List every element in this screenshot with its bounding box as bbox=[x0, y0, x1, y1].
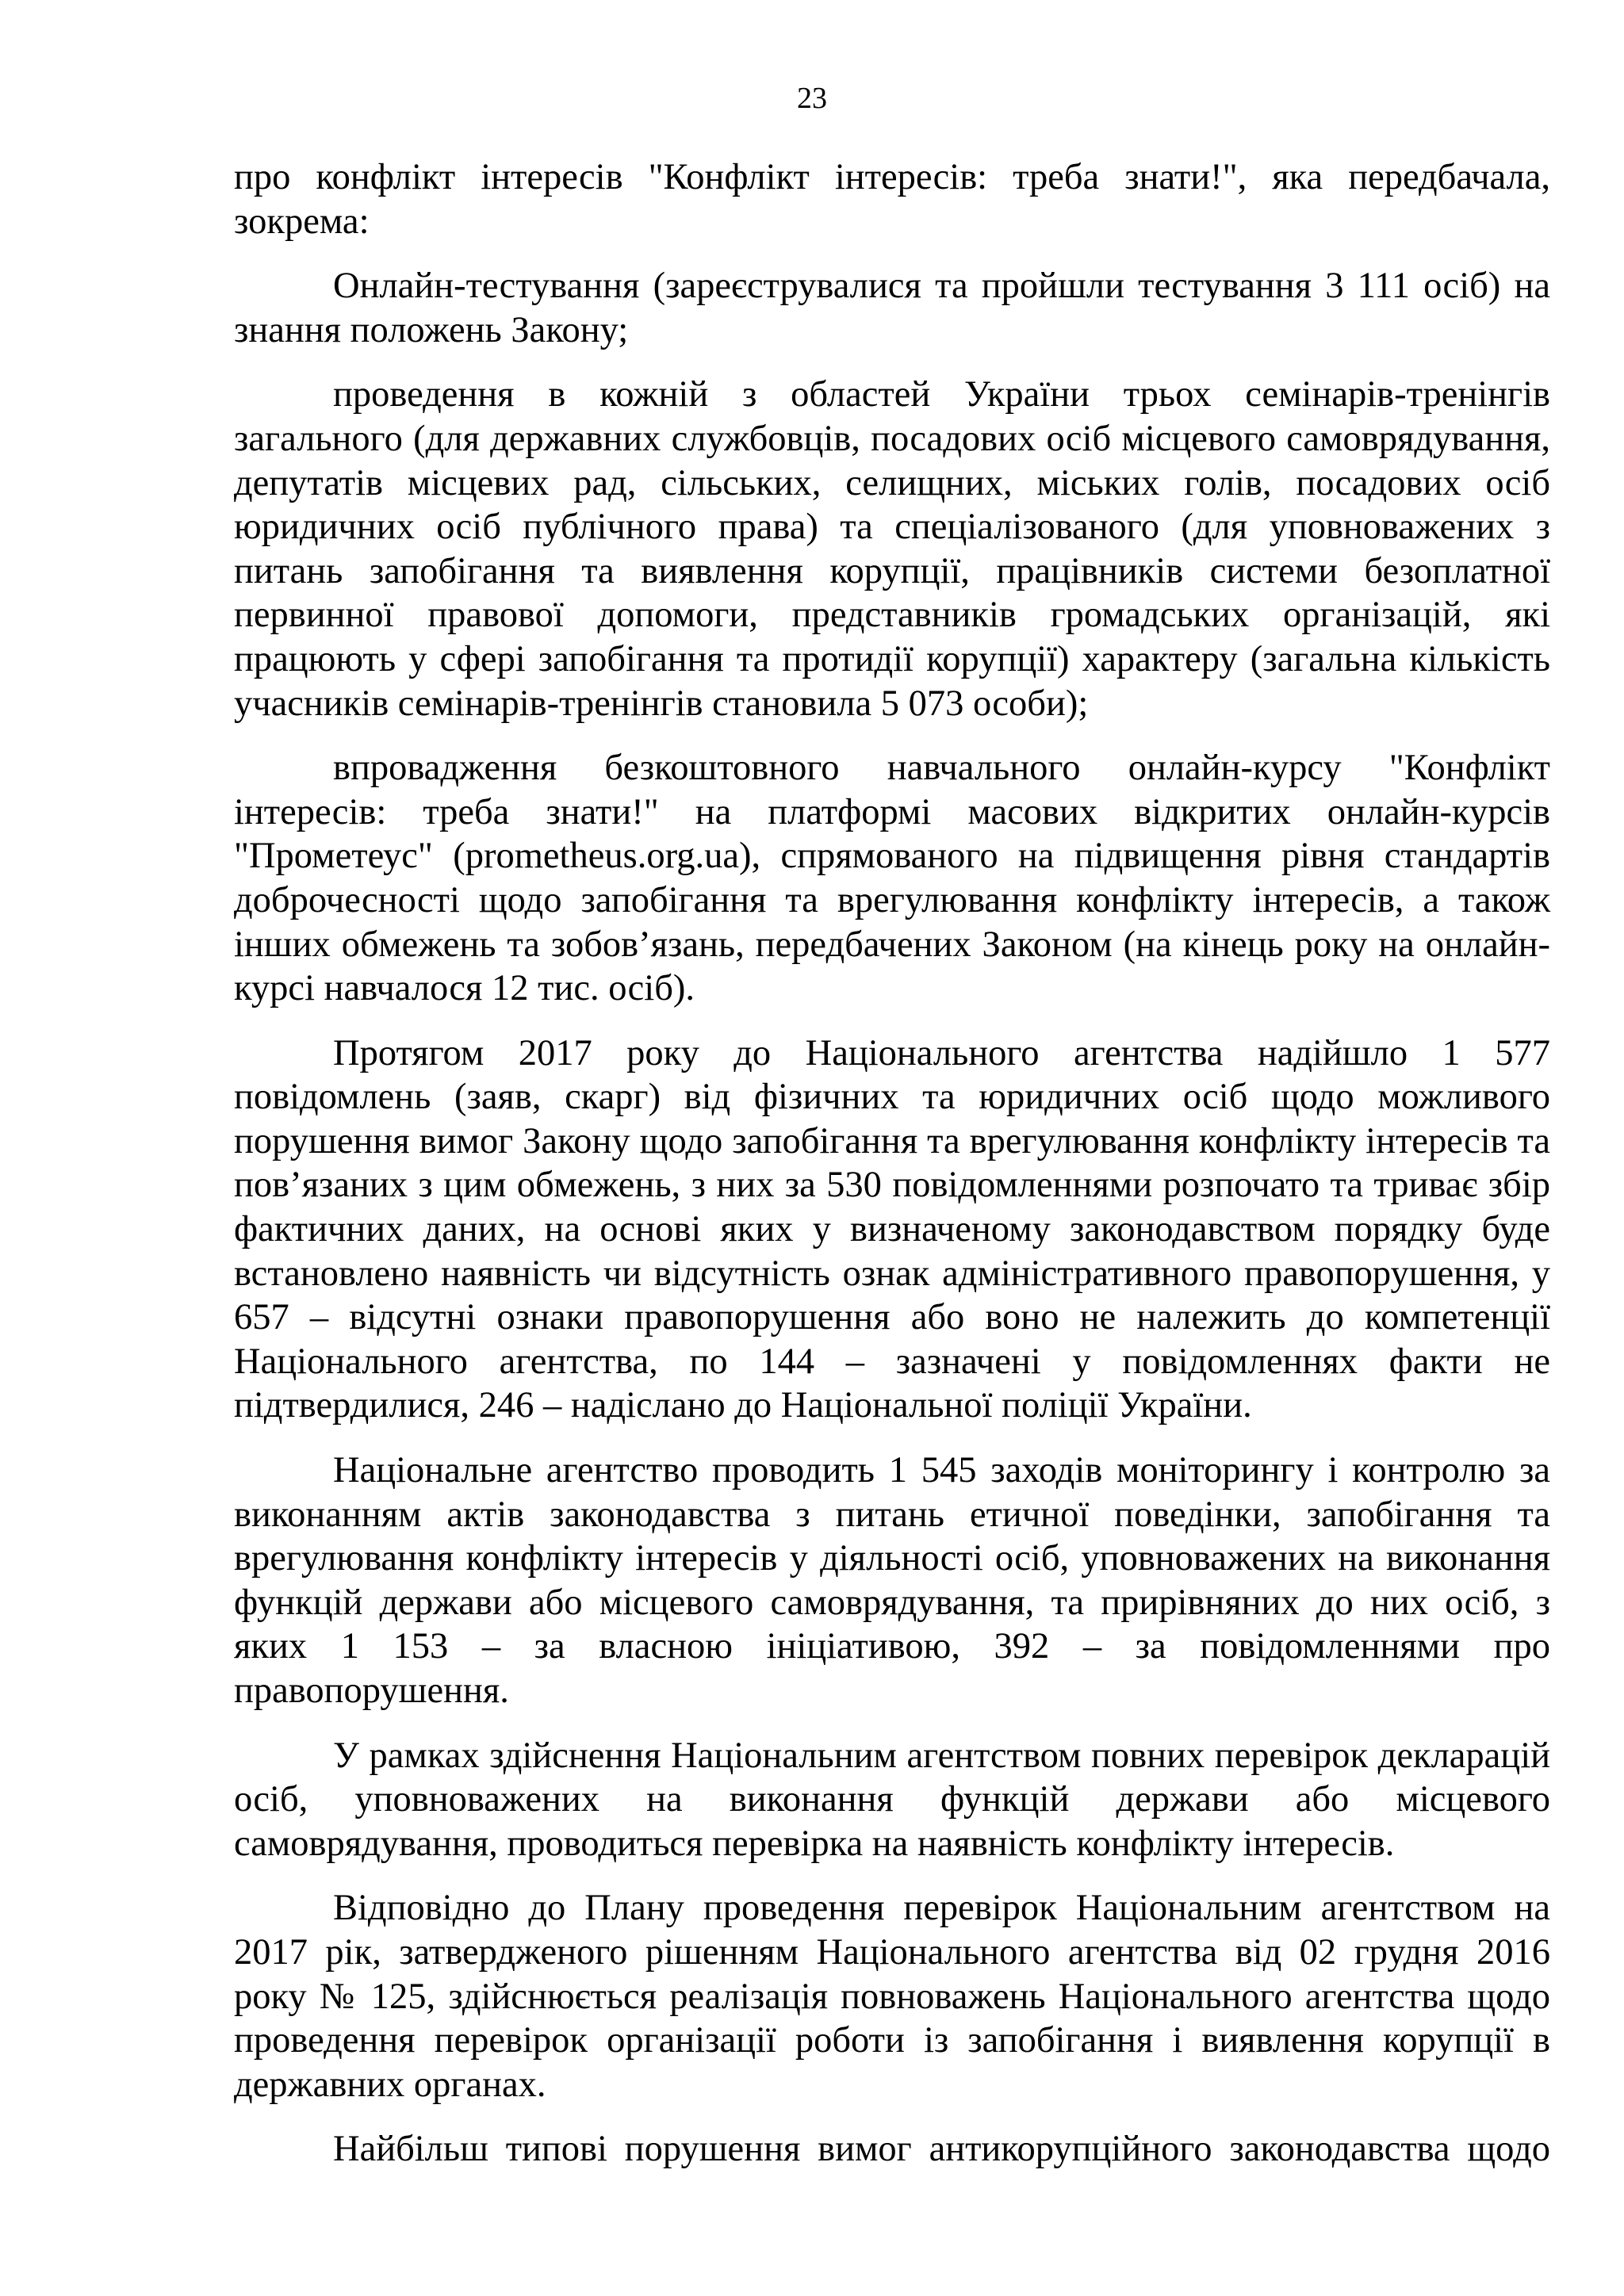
paragraph-online-course: впровадження безкоштовного навчального онлайн-курсу "Конфлікт інтересів: треба знати!" на платформі масових відкритих онлайн-курсів "Прометеус" (prometheus.org.ua), спрямованого на підвищення рівня стандартів доброчесності щодо запобігання та врегулювання конфлікту інтересів, а також інших обмежень та зобов’язань, передбачених Законом (на кінець року на онлайн-курсі навчалося 12 тис. осіб). bbox=[234, 748, 1550, 1009]
paragraph-inspection-plan: Відповідно до Плану проведення перевірок Національним агентством на 2017 рік, затвердженого рішенням Національного агентства від 02 грудня 2016 року № 125, здійснюється реалізація повноважень Національного агентства щодо проведення перевірок організації роботи із запобігання і виявлення корупції в державних органах. bbox=[234, 1888, 1550, 2105]
document-body bbox=[234, 155, 1550, 2192]
paragraph-seminars: проведення в кожній з областей України трьох семінарів-тренінгів загального (для державних службовців, посадових осіб місцевого самоврядування, депутатів місцевих рад, сільських, селищних, міських голів, посадових осіб юридичних осіб публічного права) та спеціалізованого (для уповноважених з питань запобігання та виявлення корупції, працівників системи безоплатної первинної правової допомоги, представників громадських організацій, які працюють у сфері запобігання та протидії корупції) характеру (загальна кількість учасників семінарів-тренінгів становила 5 073 особи); bbox=[234, 374, 1550, 724]
paragraph-online-testing: Онлайн-тестування (зареєструвалися та пройшли тестування 3 111 осіб) на знання положень Закону; bbox=[234, 266, 1550, 350]
paragraph-continuation: про конфлікт інтересів "Конфлікт інтересів: треба знати!", яка передбачала, зокрема: bbox=[234, 157, 1550, 242]
paragraph-monitoring-measures: Національне агентство проводить 1 545 заходів моніторингу і контролю за виконанням актів законодавства з питань етичної поведінки, запобігання та врегулювання конфлікту інтересів у діяльності осіб, уповноважених на виконання функцій держави або місцевого самоврядування, та прирівняних до них осіб, з яких 1 153 – за власною ініціативою, 392 – за повідомленнями про правопорушення. bbox=[234, 1450, 1550, 1711]
paragraph-declaration-checks: У рамках здійснення Національним агентством повних перевірок декларацій осіб, уповноважених на виконання функцій держави або місцевого самоврядування, проводиться перевірка на наявність конфлікту інтересів. bbox=[234, 1735, 1550, 1864]
paragraph-reports-received: Протягом 2017 року до Національного агентства надійшло 1 577 повідомлень (заяв, скарг) від фізичних та юридичних осіб щодо можливого порушення вимог Закону щодо запобігання та врегулювання конфлікту інтересів та пов’язаних з цим обмежень, з них за 530 повідомленнями розпочато та триває збір фактичних даних, на основі яких у визначеному законодавством порядку буде встановлено наявність чи відсутність ознак адміністративного правопорушення, у 657 – відсутні ознаки правопорушення або воно не належить до компетенції Національного агентства, по 144 – зазначені у повідомленнях факти не підтвердилися, 246 – надіслано до Національної поліції України. bbox=[234, 1032, 1550, 1426]
page-number: 23 bbox=[797, 82, 827, 115]
paragraph-typical-violations: Найбільш типові порушення вимог антикорупційного законодавства щодо bbox=[333, 2129, 1550, 2170]
